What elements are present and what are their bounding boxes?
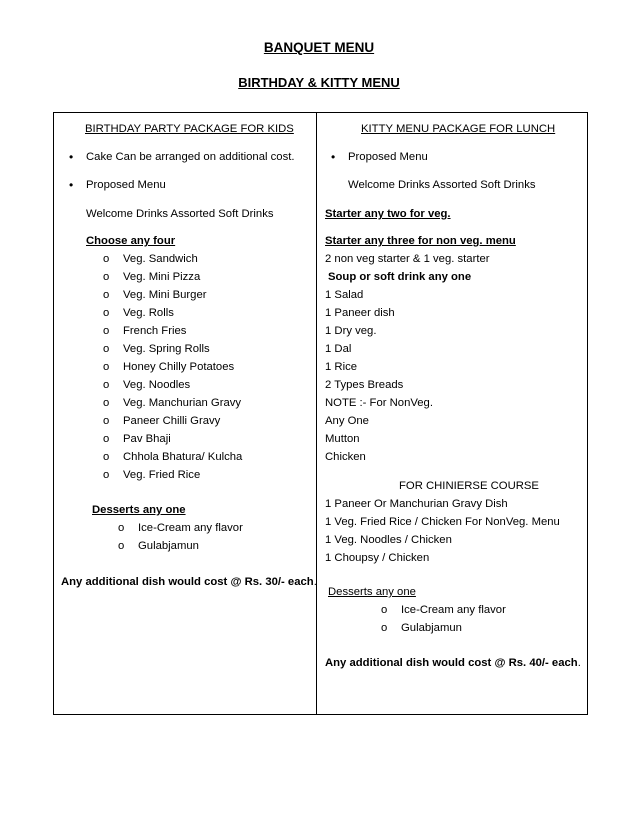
list-item: 1 Veg. Fried Rice / Chicken For NonVeg. Menu [325,516,560,528]
list-item: o Veg. Noodles [123,378,190,392]
list-item: o Paneer Chilli Gravy [123,414,220,428]
birthday-column [54,113,317,715]
list-item: 1 Choupsy / Chicken [325,552,430,564]
list-item: o Gulabjamun [401,621,462,635]
birthday-additional-cost: Any additional dish would cost @ Rs. 30/- each. [61,576,317,588]
kitty-starter-nonveg: Starter any three for non veg. menu [325,235,516,247]
list-item: o Ice-Cream any flavor [401,603,506,617]
list-item: o Honey Chilly Potatoes [123,360,234,374]
list-item: o Gulabjamun [138,539,199,553]
kitty-welcome-drinks: Welcome Drinks Assorted Soft Drinks [348,179,536,191]
kitty-column [317,113,588,715]
list-item: 1 Dal [325,343,352,355]
menu-table [53,112,588,715]
list-item: 1 Dry veg. [325,325,377,337]
list-item: Any One [325,415,369,427]
birthday-desserts-heading: Desserts any one [92,504,186,516]
list-item: o Veg. Sandwich [123,252,198,266]
kitty-header: KITTY MENU PACKAGE FOR LUNCH [361,123,556,135]
kitty-soup-heading: Soup or soft drink any one [328,271,472,283]
list-item: o Veg. Rolls [123,306,174,320]
page-subtitle: BIRTHDAY & KITTY MENU [238,75,400,90]
list-item: 1 Salad [325,289,364,301]
list-item: o Veg. Mini Burger [123,288,207,302]
list-item: 1 Paneer dish [325,307,395,319]
list-item: o Ice-Cream any flavor [138,521,243,535]
page-title: BANQUET MENU [263,40,375,55]
kitty-bullet-proposed: • Proposed Menu [348,150,428,164]
list-item: o Chhola Bhatura/ Kulcha [123,450,242,464]
list-item: o Veg. Fried Rice [123,468,200,482]
list-item: 1 Veg. Noodles / Chicken [325,534,452,546]
list-item: o Pav Bhaji [123,432,171,446]
list-item: Mutton [325,433,360,445]
birthday-bullet-proposed: • Proposed Menu [86,178,166,192]
list-item: o Veg. Spring Rolls [123,342,210,356]
list-item: o Veg. Manchurian Gravy [123,396,241,410]
list-item: 1 Paneer Or Manchurian Gravy Dish [325,498,508,510]
kitty-desserts-heading: Desserts any one [328,586,416,598]
list-item: Chicken [325,451,366,463]
birthday-bullet-cake: • Cake Can be arranged on additional cost. [86,150,295,164]
list-item: o French Fries [123,324,186,338]
birthday-header: BIRTHDAY PARTY PACKAGE FOR KIDS [85,123,294,135]
list-item: NOTE :- For NonVeg. [325,397,433,409]
birthday-welcome-drinks: Welcome Drinks Assorted Soft Drinks [86,208,274,220]
kitty-starter-veg: Starter any two for veg. [325,208,451,220]
list-item: 1 Rice [325,361,358,373]
list-item: 2 Types Breads [325,379,404,391]
list-item: 2 non veg starter & 1 veg. starter [325,253,490,265]
kitty-chinese-heading: FOR CHINIERSE COURSE [399,480,539,492]
birthday-choose-heading: Choose any four [86,235,176,247]
kitty-additional-cost: Any additional dish would cost @ Rs. 40/- each. [325,657,581,669]
list-item: o Veg. Mini Pizza [123,270,200,284]
